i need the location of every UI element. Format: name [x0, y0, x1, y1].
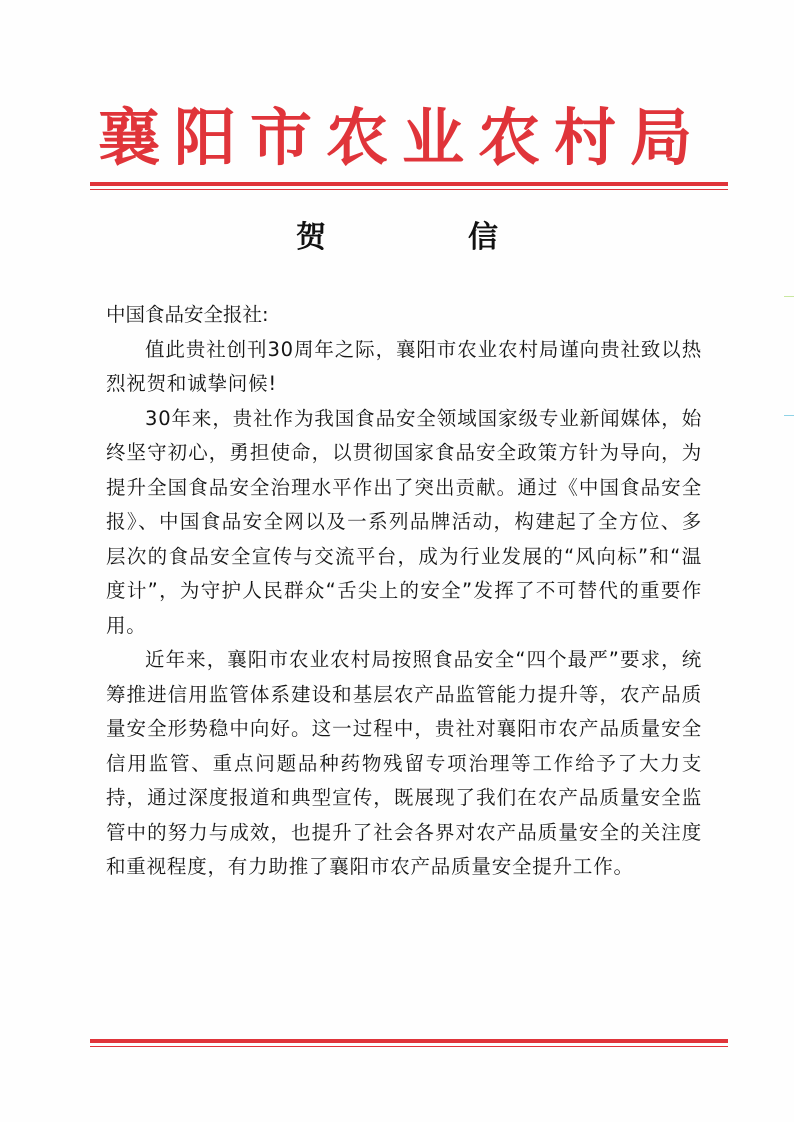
letter-salutation: 中国食品安全报社:: [106, 303, 269, 326]
letter-paragraph-3: 近年来，襄阳市农业农村局按照食品安全“四个最严”要求，统筹推进信用监管体系建设和基层农产品监管能力提升等，农产品质量安全形势稳中向好。这一过程中，贵社对襄阳市农产品质量安全信用监管、重点问题品种药物残留专项治理等工作给予了大力支持，通过深度报道和典型宣传，既展现了我们在农产品质量安全监管中的努力与成效，也提升了社会各界对农产品质量安全的关注度和重视程度，有力助推了襄阳市农产品质量安全提升工作。: [106, 648, 702, 878]
scan-margin-mark: [784, 415, 794, 416]
letter-paragraph-1: 值此贵社创刊30周年之际，襄阳市农业农村局谨向贵社致以热烈祝贺和诚挚问候!: [106, 337, 702, 395]
scan-margin-mark: [784, 296, 794, 297]
letter-body: [106, 298, 702, 885]
top-rule-thin-line: [90, 189, 728, 190]
letterhead-organization: 襄阳市农业农村局: [97, 101, 706, 174]
letterhead-top-rule: [90, 182, 728, 190]
bottom-rule-thick-line: [90, 1039, 728, 1043]
bottom-rule-thin-line: [90, 1046, 728, 1047]
letter-paragraph-2: 30年来，贵社作为我国食品安全领域国家级专业新闻媒体，始终坚守初心，勇担使命，以贯彻国家食品安全政策方针为导向，为提升全国食品安全治理水平作出了突出贡献。通过《中国食品安全报》、中国食品安全网以及一系列品牌活动，构建起了全方位、多层次的食品安全宣传与交流平台，成为行业发展的“风向标”和“温度计”，为守护人民群众“舌尖上的安全”发挥了不可替代的重要作用。: [106, 406, 702, 637]
letterhead-bottom-rule: [90, 1039, 728, 1047]
top-rule-thick-line: [90, 182, 728, 186]
letter-title: 贺 信: [296, 220, 554, 255]
